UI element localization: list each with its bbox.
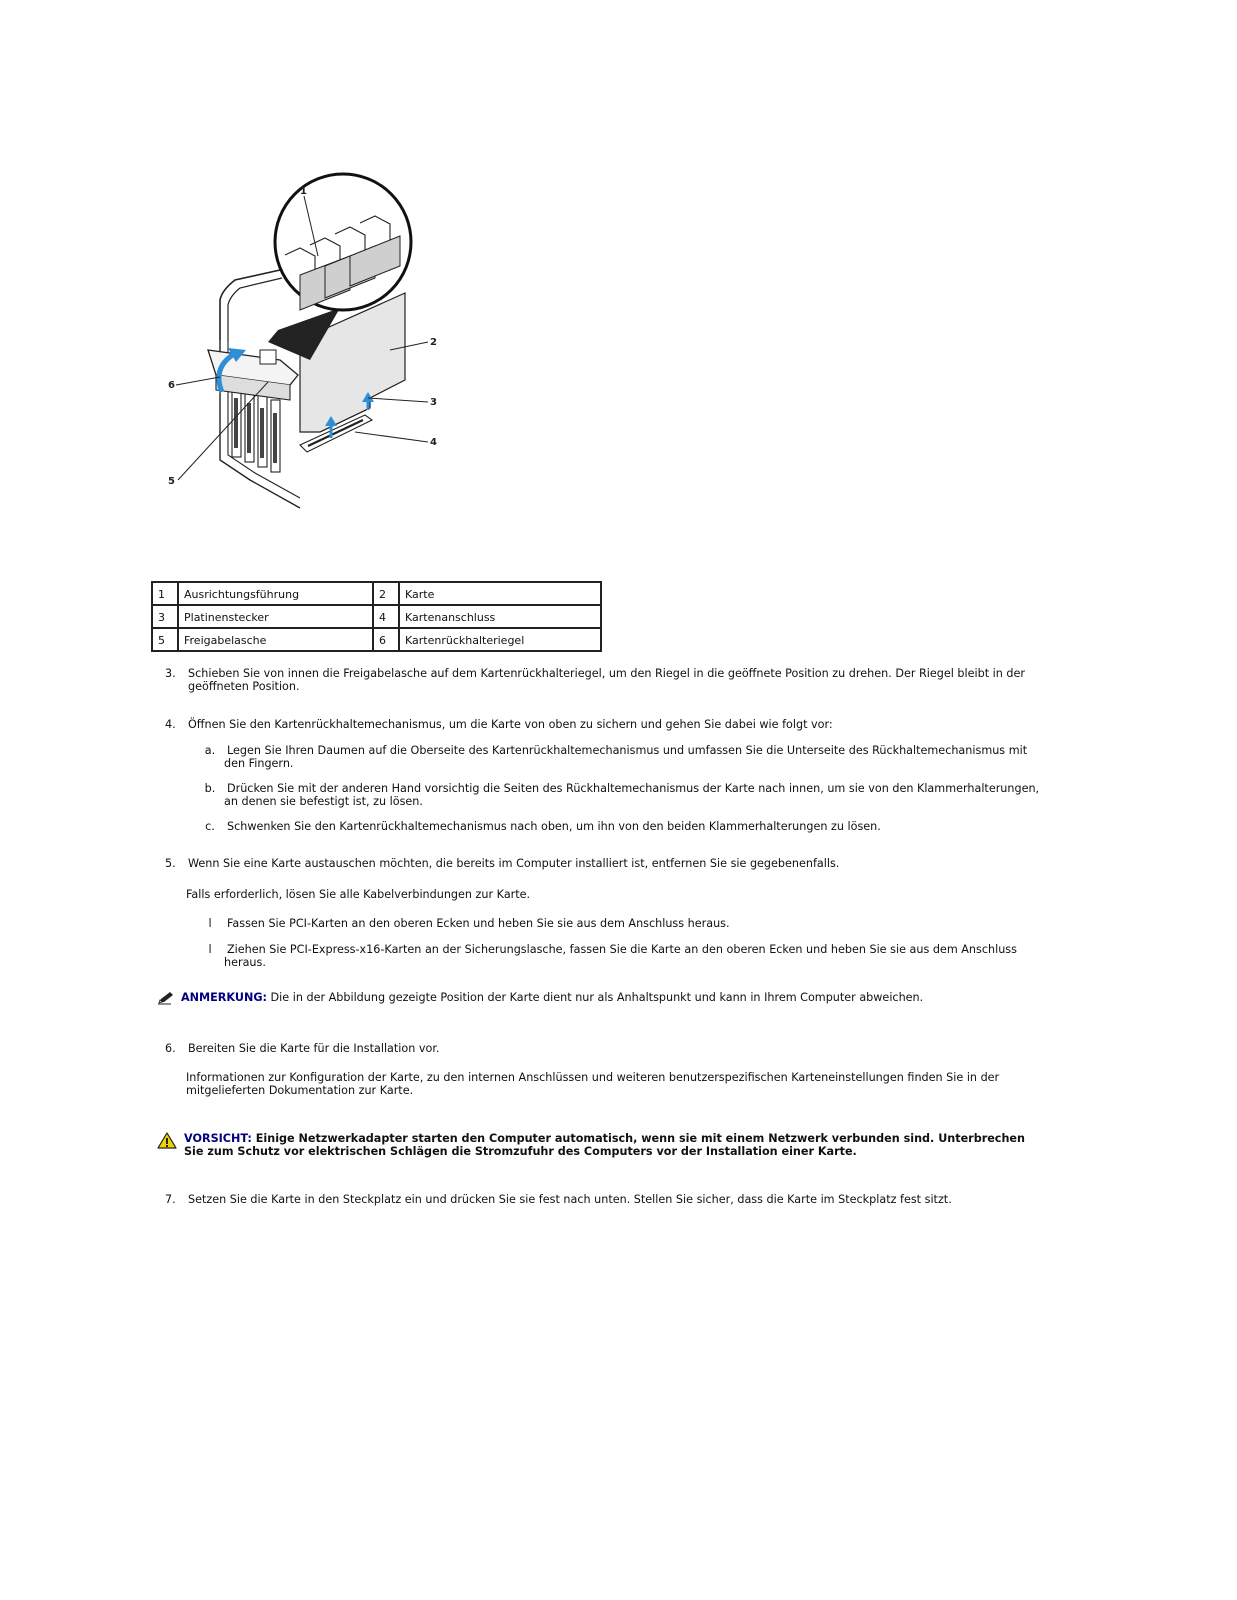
caution-text: Einige Netzwerkadapter starten den Computer automatisch, wenn sie mit einem Netzwerk verbunden sind. Unterbrechen Sie zum Schutz vor elektrischen Schlägen die Stromzufuhr des Computers vor der Installation einer Karte.: [184, 1132, 1025, 1158]
note-text: Die in der Abbildung gezeigte Position der Karte dient nur als Anhaltspunkt und kann in Ihrem Computer abweichen.: [267, 991, 924, 1004]
note-label: ANMERKUNG:: [181, 991, 267, 1004]
legend-number: 1: [152, 582, 178, 605]
legend-label: Freigabelasche: [178, 628, 373, 651]
substep-text: Drücken Sie mit der anderen Hand vorsichtig die Seiten des Rückhaltemechanismus der Karte nach innen, um sie von den Klammerhalterungen, an denen sie befestigt ist, zu lösen.: [224, 782, 1040, 808]
legend-label: Ausrichtungsführung: [178, 582, 373, 605]
figure-legend-table: [151, 581, 602, 652]
card-installation-illustration: [150, 170, 450, 525]
step-6: [165, 1042, 1045, 1055]
step-4a: [200, 744, 1050, 770]
step-text: Setzen Sie die Karte in den Steckplatz ein und drücken Sie sie fest nach unten. Stellen Sie sicher, dass die Karte im Steckplatz fest sitzt.: [188, 1193, 952, 1206]
step-number: 6.: [165, 1042, 176, 1055]
caution-label: VORSICHT:: [184, 1132, 252, 1145]
bullet-text: Fassen Sie PCI-Karten an den oberen Ecken und heben Sie sie aus dem Anschluss heraus.: [227, 917, 730, 930]
step-text: Schieben Sie von innen die Freigabelasche auf dem Kartenrückhalteriegel, um den Riegel in die geöffnete Position zu drehen. Der Riegel bleibt in der geöffneten Position.: [188, 667, 1025, 693]
callout-5: 5: [168, 476, 175, 487]
legend-number: 5: [152, 628, 178, 651]
step-5-bullet-2: [200, 943, 1050, 969]
callout-4: 4: [430, 437, 437, 448]
caution-box: [157, 1132, 1047, 1158]
step-7: [165, 1193, 1045, 1206]
legend-label: Kartenanschluss: [399, 605, 601, 628]
bullet-marker: l: [208, 917, 212, 930]
substep-letter: c.: [205, 820, 215, 833]
legend-number: 2: [373, 582, 399, 605]
step-4b: [200, 782, 1050, 808]
legend-label: Karte: [399, 582, 601, 605]
step-text: Wenn Sie eine Karte austauschen möchten, die bereits im Computer installiert ist, entfernen Sie sie gegebenenfalls.: [188, 857, 840, 870]
step-6-paragraph: Informationen zur Konfiguration der Karte, zu den internen Anschlüssen und weiteren benutzerspezifischen Karteneinstellungen finden Sie in der mitgelieferten Dokumentation zur Karte.: [186, 1071, 1000, 1097]
substep-text: Legen Sie Ihren Daumen auf die Oberseite des Kartenrückhaltemechanismus und umfassen Sie die Unterseite des Rückhaltemechanismus mit den Fingern.: [224, 744, 1028, 770]
legend-number: 6: [373, 628, 399, 651]
bullet-text: Ziehen Sie PCI-Express-x16-Karten an der Sicherungslasche, fassen Sie die Karte an den oberen Ecken und heben Sie sie aus dem Anschluss heraus.: [224, 943, 1017, 969]
step-number: 5.: [165, 857, 176, 870]
step-number: 4.: [165, 718, 176, 731]
legend-label: Kartenrückhalteriegel: [399, 628, 601, 651]
step-text: Bereiten Sie die Karte für die Installation vor.: [188, 1042, 440, 1055]
step-text: Öffnen Sie den Kartenrückhaltemechanismus, um die Karte von oben zu sichern und gehen Sie dabei wie folgt vor:: [188, 718, 833, 731]
step-4c: [200, 820, 1050, 833]
warning-triangle-icon: [157, 1132, 177, 1152]
step-3: [165, 667, 1045, 693]
bullet-marker: l: [208, 943, 212, 956]
step-5-paragraph: Falls erforderlich, lösen Sie alle Kabelverbindungen zur Karte.: [186, 888, 531, 901]
pencil-note-icon: [157, 991, 175, 1008]
substep-letter: a.: [204, 744, 216, 757]
callout-6: 6: [168, 380, 175, 391]
table-row: [152, 628, 601, 651]
card-installation-figure: [150, 170, 450, 525]
callout-2: 2: [430, 337, 437, 348]
substep-letter: b.: [204, 782, 216, 795]
legend-number: 4: [373, 605, 399, 628]
step-4: [165, 718, 1045, 731]
legend-label: Platinenstecker: [178, 605, 373, 628]
legend-number: 3: [152, 605, 178, 628]
step-5-bullet-1: [200, 917, 1050, 930]
step-number: 7.: [165, 1193, 176, 1206]
note-box: [157, 991, 1047, 1004]
table-row: [152, 582, 601, 605]
step-5: [165, 857, 1045, 870]
substep-text: Schwenken Sie den Kartenrückhaltemechanismus nach oben, um ihn von den beiden Klammerhalterungen zu lösen.: [227, 820, 881, 833]
callout-3: 3: [430, 397, 437, 408]
callout-1: 1: [300, 186, 307, 197]
step-number: 3.: [165, 667, 176, 680]
table-row: [152, 605, 601, 628]
